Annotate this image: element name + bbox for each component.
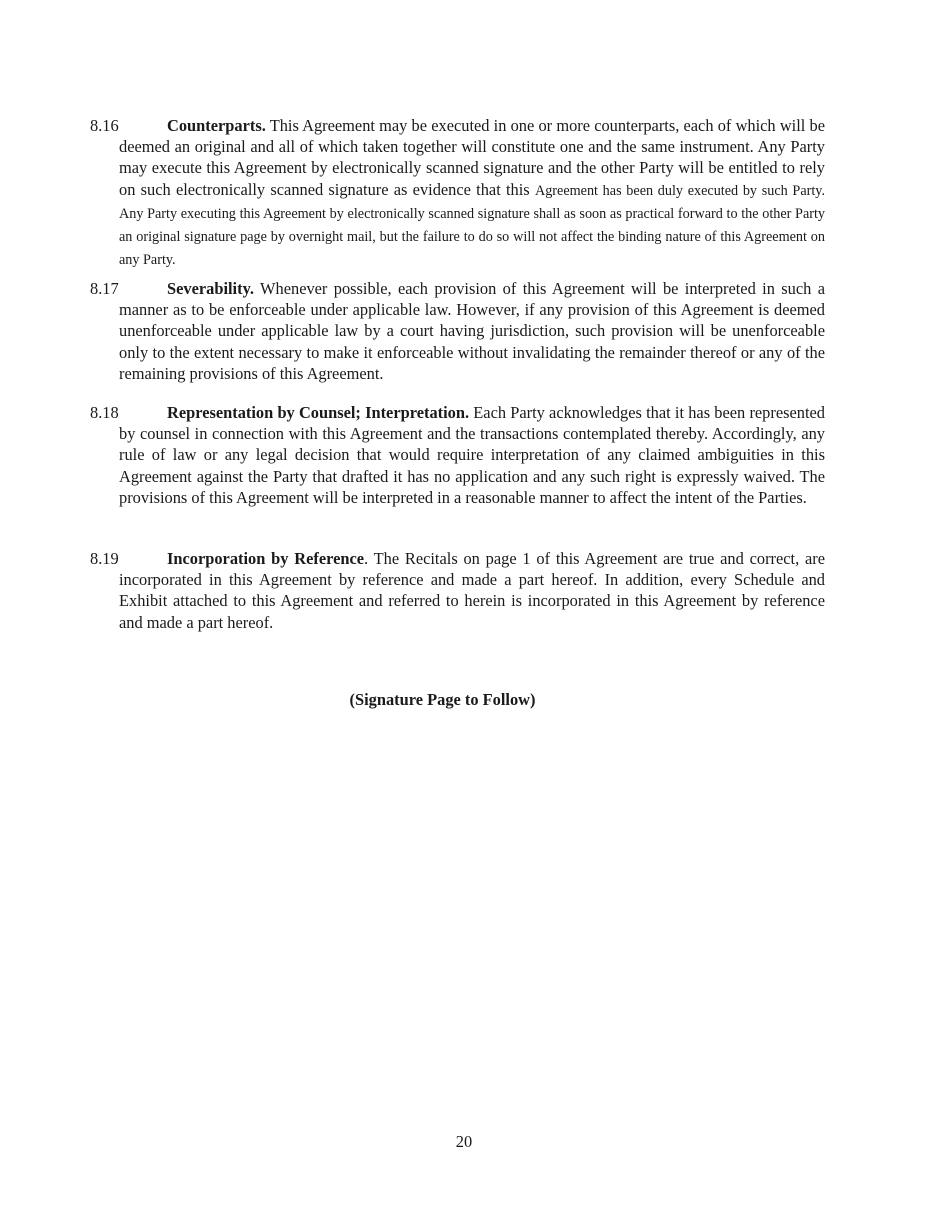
section-heading: Counterparts. <box>167 116 266 135</box>
section-8-18 <box>90 402 825 508</box>
section-body <box>90 548 825 633</box>
section-heading: Severability. <box>167 279 254 298</box>
section-8-16 <box>90 115 825 271</box>
section-text: Each Party acknowledges that it has been represented by counsel in connection with this Agreement and the transactions contemplated thereby. Accordingly, any rule of law or any legal decision that would require interpretation of any claimed ambiguities in this Agreement against the Party that drafted it has no application and any such right is expressly waived. The provisions of this Agreement will be interpreted in a reasonable manner to affect the intent of the Parties. <box>119 403 825 507</box>
section-text: Whenever possible, each provision of this Agreement will be interpreted in such a manner as to be enforceable under applicable law. However, if any provision of this Agreement is deemed unenforceable under applicable law by a court having jurisdiction, such provision will be unenforceable only to the extent necessary to make it enforceable without invalidating the remainder thereof or any of the remaining provisions of this Agreement. <box>119 279 825 383</box>
section-text: . The Recitals on page 1 of this Agreement are true and correct, are incorporated in this Agreement by reference and made a part hereof. In addition, every Schedule and Exhibit attached to this Agreement and referred to herein is incorporated in this Agreement by reference and made a part hereof. <box>119 549 825 632</box>
section-number: 8.16 <box>90 116 119 135</box>
section-body <box>90 278 825 384</box>
section-number: 8.19 <box>90 549 119 568</box>
section-heading: Incorporation by Reference <box>167 549 365 568</box>
section-heading: Representation by Counsel; Interpretation. <box>167 403 470 422</box>
section-number: 8.18 <box>90 403 119 422</box>
section-body <box>90 115 825 271</box>
signature-page-note: (Signature Page to Follow) <box>349 690 536 709</box>
section-8-19 <box>90 548 825 633</box>
page-number: 20 <box>455 1132 473 1151</box>
section-body <box>90 402 825 508</box>
section-8-17 <box>90 278 825 384</box>
section-text: This Agreement may be executed in one or more counterparts, each of which will be deemed an original and all of which taken together will constitute one and the same instrument. Any Party may execute this Agreement by electronically scanned signature and the other Party will be entitled to rely on such electronically scanned signature as evidence that this <box>119 116 825 199</box>
section-number: 8.17 <box>90 279 119 298</box>
section-text-small: Agreement has been duly executed by such Party. Any Party executing this Agreement by electronically scanned signature shall as soon as practical forward to the other Party an original signature page by overnight mail, but the failure to do so will not affect the binding nature of this Agreement on any Party. <box>119 182 826 269</box>
